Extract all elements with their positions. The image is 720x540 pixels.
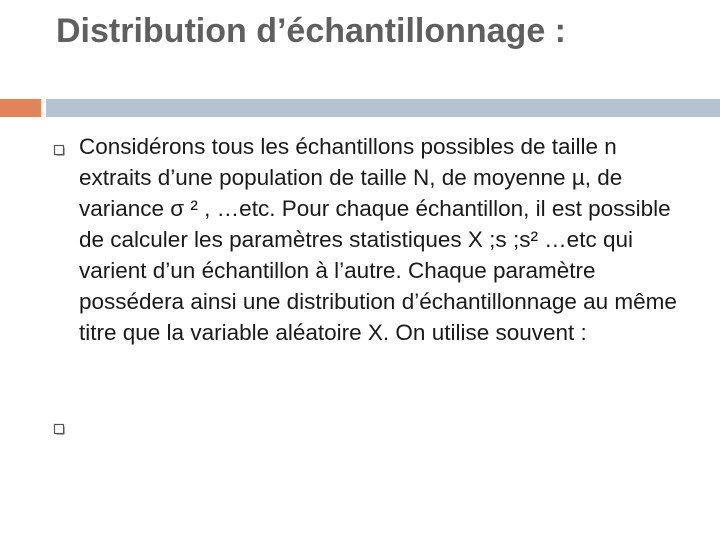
square-outline-bullet-icon [53,423,65,435]
bullet-text-1: Considérons tous les échantillons possibles de taille n extraits d’une population de taille N, de moyenne µ, de variance σ ² , …etc. Pour chaque échantillon, il est possible de calculer les paramètres statistiques X ;s ;s² …etc qui varient d’un échantillon à l’autre. Chaque paramètre possédera ainsi une distribution d’échantillonnage au même titre que la variable aléatoire X. On utilise souvent : [79,134,677,345]
accent-bar-blue [46,99,720,117]
slide-title: Distribution d’échantillonnage : [56,12,566,50]
accent-bar-orange [0,99,41,117]
square-outline-bullet-icon [53,144,65,156]
